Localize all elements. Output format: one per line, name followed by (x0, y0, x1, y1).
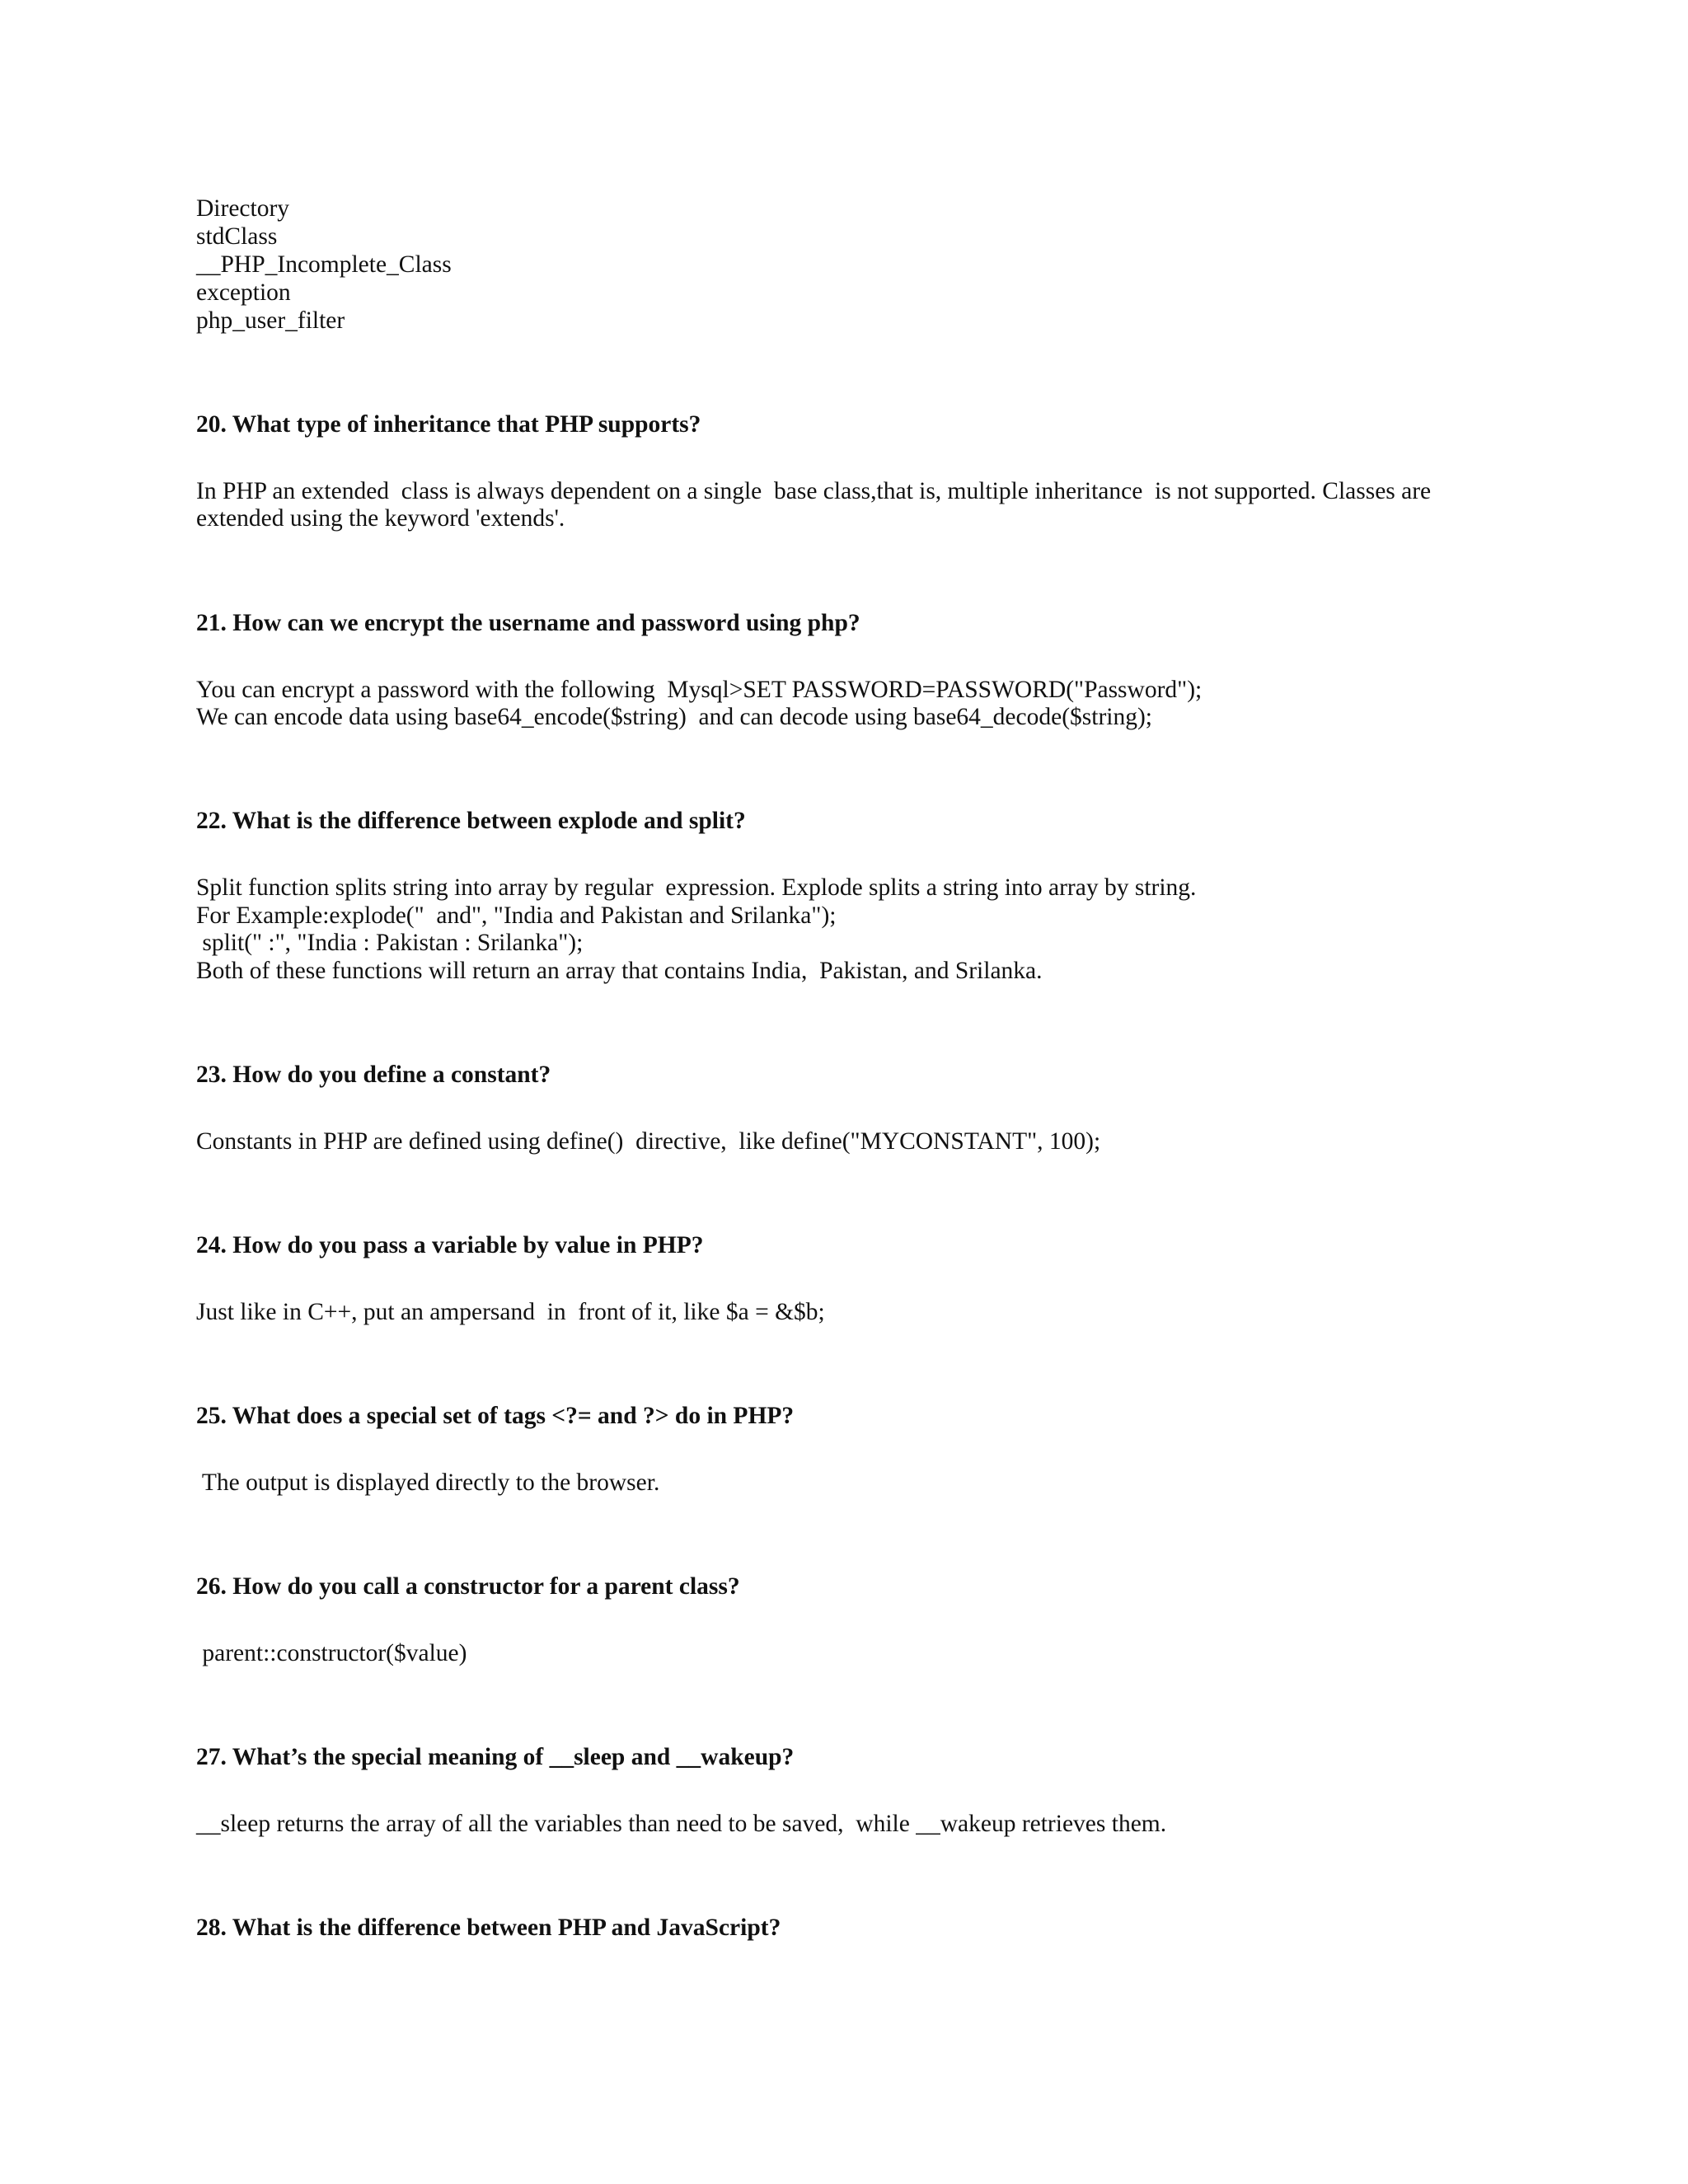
answer-line: __sleep returns the array of all the variables than need to be saved, while __wakeup retrieves them. (196, 1811, 1167, 1837)
answer-line: Constants in PHP are defined using define() directive, like define("MYCONSTANT", 100); (196, 1128, 1101, 1155)
answer-line: extended using the keyword 'extends'. (196, 505, 565, 532)
class-list-item: __PHP_Incomplete_Class (196, 251, 452, 278)
class-list-item: php_user_filter (196, 307, 345, 334)
question-heading: 24. How do you pass a variable by value in PHP? (196, 1232, 704, 1258)
question-heading: 23. How do you define a constant? (196, 1062, 551, 1088)
question-heading: 25. What does a special set of tags <?= and ?> do in PHP? (196, 1403, 795, 1429)
answer-line: split(" :", "India : Pakistan : Srilanka"); (196, 930, 584, 956)
answer-line: For Example:explode(" and", "India and Pakistan and Srilanka"); (196, 902, 837, 929)
answer-line: We can encode data using base64_encode($string) and can decode using base64_decode($string); (196, 704, 1152, 730)
answer-line: You can encrypt a password with the following Mysql>SET PASSWORD=PASSWORD("Password"); (196, 677, 1203, 703)
question-heading: 28. What is the difference between PHP and JavaScript? (196, 1915, 781, 1941)
question-heading: 27. What’s the special meaning of __sleep and __wakeup? (196, 1744, 795, 1770)
answer-line: Both of these functions will return an array that contains India, Pakistan, and Srilanka. (196, 958, 1043, 984)
question-heading: 22. What is the difference between explode and split? (196, 808, 746, 834)
answer-line: In PHP an extended class is always dependent on a single base class,that is, multiple inheritance is not supported. Classes are (196, 478, 1432, 504)
answer-line: Split function splits string into array by regular expression. Explode splits a string into array by string. (196, 874, 1197, 901)
class-list-item: stdClass (196, 223, 278, 250)
answer-line: Just like in C++, put an ampersand in front of it, like $a = &$b; (196, 1299, 825, 1325)
question-heading: 26. How do you call a constructor for a parent class? (196, 1573, 740, 1600)
question-heading: 21. How can we encrypt the username and password using php? (196, 610, 860, 636)
question-heading: 20. What type of inheritance that PHP supports? (196, 411, 701, 438)
class-list-item: Directory (196, 195, 290, 222)
answer-line: parent::constructor($value) (196, 1640, 467, 1666)
class-list-item: exception (196, 279, 291, 306)
answer-line: The output is displayed directly to the browser. (196, 1469, 660, 1496)
